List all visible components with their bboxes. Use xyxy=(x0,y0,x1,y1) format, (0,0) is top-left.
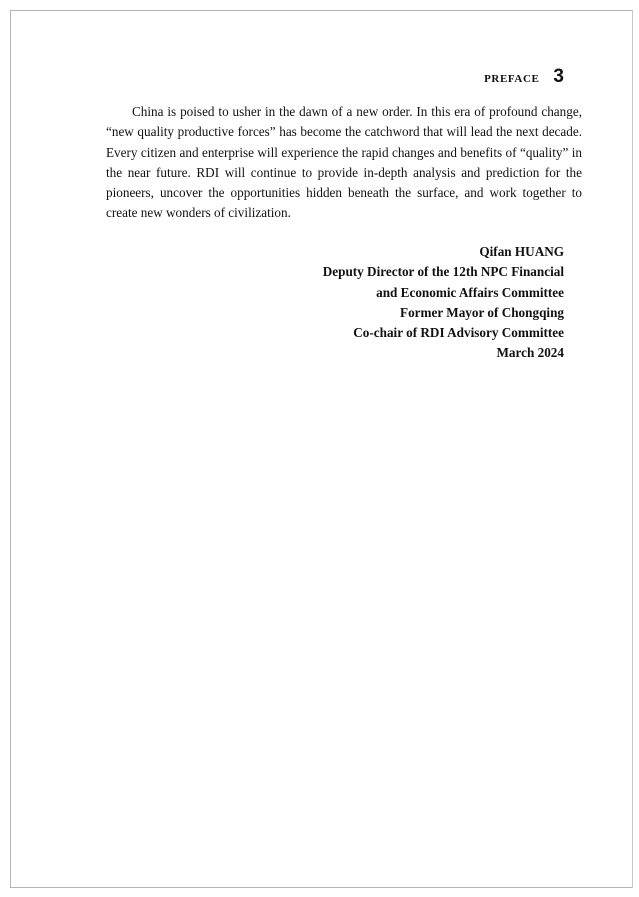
signatory-name: Qifan HUANG xyxy=(479,244,564,259)
signatory-title-line: Former Mayor of Chongqing xyxy=(400,304,564,320)
signatory-title-line: and Economic Affairs Committee xyxy=(376,284,564,300)
signature-block xyxy=(323,242,564,364)
page-number: 3 xyxy=(553,66,564,87)
running-header xyxy=(484,66,564,88)
body-paragraph: China is poised to usher in the dawn of a new order. In this era of profound change, “new quality productive forces” has become the catchword that will lead the next decade. Every citizen and enterprise will experience the rapid changes and benefits of “quality” in the near future. RDI will continue to provide in-depth analysis and prediction for the pioneers, uncover the opportunities hidden beneath the surface, and work together to create new wonders of civilization. xyxy=(106,104,582,221)
signatory-title-line: Co-chair of RDI Advisory Committee xyxy=(353,325,564,341)
signature-date: March 2024 xyxy=(496,345,564,361)
section-title: PREFACE xyxy=(484,73,540,85)
page xyxy=(10,10,633,888)
signatory-title-line: Deputy Director of the 12th NPC Financial xyxy=(322,264,564,280)
